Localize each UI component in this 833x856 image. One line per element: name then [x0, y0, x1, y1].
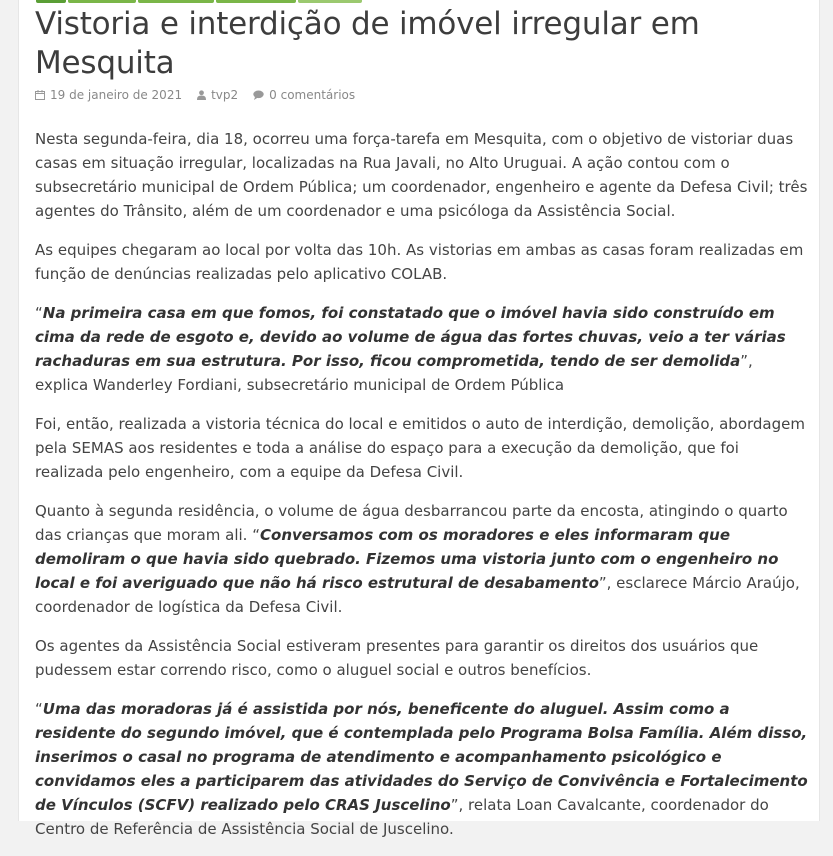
- calendar-icon: [35, 90, 45, 100]
- post-author[interactable]: [197, 88, 238, 102]
- quote-text: Conversamos com os moradores e eles informaram que demoliram o que havia sido quebrado. Fizemos uma vistoria junto com o engenheiro no local e foi averiguado que não há risco estrutural de desabamento: [35, 526, 779, 592]
- quote-attribution: ”, relata Loan Cavalcante, coordenador do Centro de Referência de Assistência Social de Juscelino.: [35, 796, 769, 838]
- category-tag[interactable]: [36, 0, 66, 3]
- paragraph: Os agentes da Assistência Social estiveram presentes para garantir os direitos dos usuários que pudessem estar correndo risco, como o aluguel social e outros benefícios.: [35, 637, 759, 679]
- post-date-link[interactable]: 19 de janeiro de 2021: [50, 88, 183, 102]
- article-title: Vistoria e interdição de imóvel irregular em Mesquita: [35, 6, 700, 81]
- quote-open: “: [35, 304, 43, 322]
- quote-text: Uma das moradoras já é assistida por nós, beneficente do aluguel. Assim como a residente do segundo imóvel, que é contemplada pelo Programa Bolsa Família. Além disso, inserimos o casal no programa de atendimento e acompanhamento psicológico e convidamos eles a participarem das atividades do Serviço de Convivência e Fortalecimento de Vínculos (SCFV) realizado pelo CRAS Juscelino: [35, 700, 808, 814]
- quote-attribution: ”, explica Wanderley Fordiani, subsecretário municipal de Ordem Pública: [35, 352, 753, 394]
- paragraph: Foi, então, realizada a vistoria técnica do local e emitidos o auto de interdição, demolição, abordagem pela SEMAS aos residentes e toda a análise do espaço para a execução da demolição, que foi realizada pelo engenheiro, com a equipe da Defesa Civil.: [35, 415, 805, 481]
- quote-open: “: [35, 700, 43, 718]
- quote-paragraph: [35, 697, 810, 841]
- paragraph: As equipes chegaram ao local por volta das 10h. As vistorias em ambas as casas foram realizadas em função de denúncias realizadas pelo aplicativo COLAB.: [35, 241, 804, 283]
- category-tags[interactable]: [36, 0, 362, 3]
- user-icon: [197, 90, 206, 100]
- paragraph: Nesta segunda-feira, dia 18, ocorreu uma força-tarefa em Mesquita, com o objetivo de vistoriar duas casas em situação irregular, localizadas na Rua Javali, no Alto Uruguai. A ação contou com o subsecretário municipal de Ordem Pública; um coordenador, engenheiro e agente da Defesa Civil; três agentes do Trânsito, além de um coordenador e uma psicóloga da Assistência Social.: [35, 130, 808, 220]
- category-tag[interactable]: [68, 0, 136, 3]
- post-author-link[interactable]: tvp2: [211, 88, 239, 102]
- article-body: [35, 127, 810, 856]
- category-tag[interactable]: [216, 0, 296, 3]
- article-meta: [35, 88, 370, 102]
- quote-attribution: ”, esclarece Márcio Araújo, coordenador de logística da Defesa Civil.: [35, 574, 800, 616]
- paragraph-intro: Quanto à segunda residência, o volume de água desbarrancou parte da encosta, atingindo o quarto das crianças que moram ali. “: [35, 502, 788, 544]
- quote-text: Na primeira casa em que fomos, foi constatado que o imóvel havia sido construído em cima da rede de esgoto e, devido ao volume de água das fortes chuvas, veio a ter várias rachaduras em sua estrutura. Por isso, ficou comprometida, tendo de ser demolida: [35, 304, 786, 370]
- post-comments-link[interactable]: 0 comentários: [269, 88, 356, 102]
- post-date[interactable]: [35, 88, 182, 102]
- quote-paragraph: [35, 301, 810, 397]
- category-tag[interactable]: [138, 0, 214, 3]
- comment-icon: [253, 90, 264, 100]
- post-comments[interactable]: [253, 88, 355, 102]
- quote-paragraph: [35, 499, 810, 619]
- category-tag[interactable]: [298, 0, 362, 3]
